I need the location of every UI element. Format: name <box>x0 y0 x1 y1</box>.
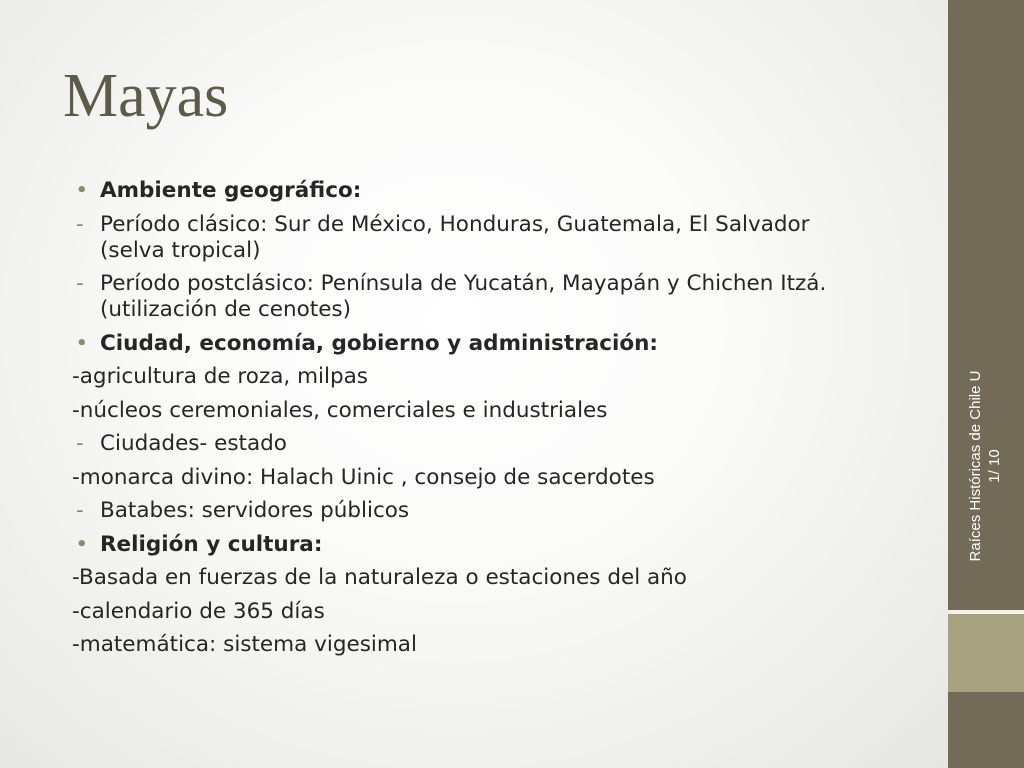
dash-marker: - <box>76 498 84 523</box>
plain-item <box>72 599 932 625</box>
footer-page-number: 1/ 10 <box>986 449 1003 483</box>
bullet-text: Ciudad, economía, gobierno y administración: <box>100 330 658 356</box>
plain-text: -matemática: sistema vigesimal <box>72 632 417 657</box>
bullet-text: Religión y cultura: <box>100 531 323 557</box>
bullet-item <box>72 331 932 357</box>
dash-item <box>72 212 932 264</box>
plain-text: -Basada en fuerzas de la naturaleza o estaciones del año <box>72 565 687 590</box>
bullet-marker: • <box>76 180 88 201</box>
dash-text: Batabes: servidores públicos <box>100 498 410 523</box>
dash-text-continuation: (utilización de cenotes) <box>100 297 352 322</box>
bullet-item <box>72 178 932 204</box>
dash-item <box>72 271 932 323</box>
dash-marker: - <box>76 271 84 296</box>
dash-item <box>72 431 932 457</box>
bullet-marker: • <box>76 332 88 354</box>
plain-item <box>72 364 932 390</box>
plain-item <box>72 398 932 424</box>
sidebar-accent-block <box>948 614 1024 692</box>
footer-course-label: Raíces Históricas de Chile U <box>967 370 984 562</box>
dash-text: Ciudades- estado <box>100 431 287 456</box>
plain-text: -agricultura de roza, milpas <box>72 364 368 389</box>
dash-text: Período postclásico: Península de Yucatán, Mayapán y Chichen Itzá. <box>100 271 827 296</box>
plain-item <box>72 465 932 491</box>
slide-footer <box>966 346 1004 586</box>
plain-text: -núcleos ceremoniales, comerciales e industriales <box>72 397 608 423</box>
plain-text: -monarca divino: Halach Uinic , consejo de sacerdotes <box>72 464 655 490</box>
dash-marker: - <box>76 211 84 237</box>
dash-item <box>72 498 932 524</box>
dash-marker: - <box>76 431 84 456</box>
plain-text: -calendario de 365 días <box>72 598 325 624</box>
plain-item <box>72 632 932 658</box>
bullet-text: Ambiente geográfico: <box>100 178 362 203</box>
bullet-item <box>72 532 932 558</box>
dash-text: Período clásico: Sur de México, Honduras, Guatemala, El Salvador <box>100 211 810 237</box>
slide-title: Mayas <box>63 62 229 130</box>
bullet-marker: • <box>76 533 88 555</box>
dash-text-continuation: (selva tropical) <box>100 237 261 263</box>
plain-item <box>72 565 932 591</box>
slide-body <box>72 178 932 666</box>
